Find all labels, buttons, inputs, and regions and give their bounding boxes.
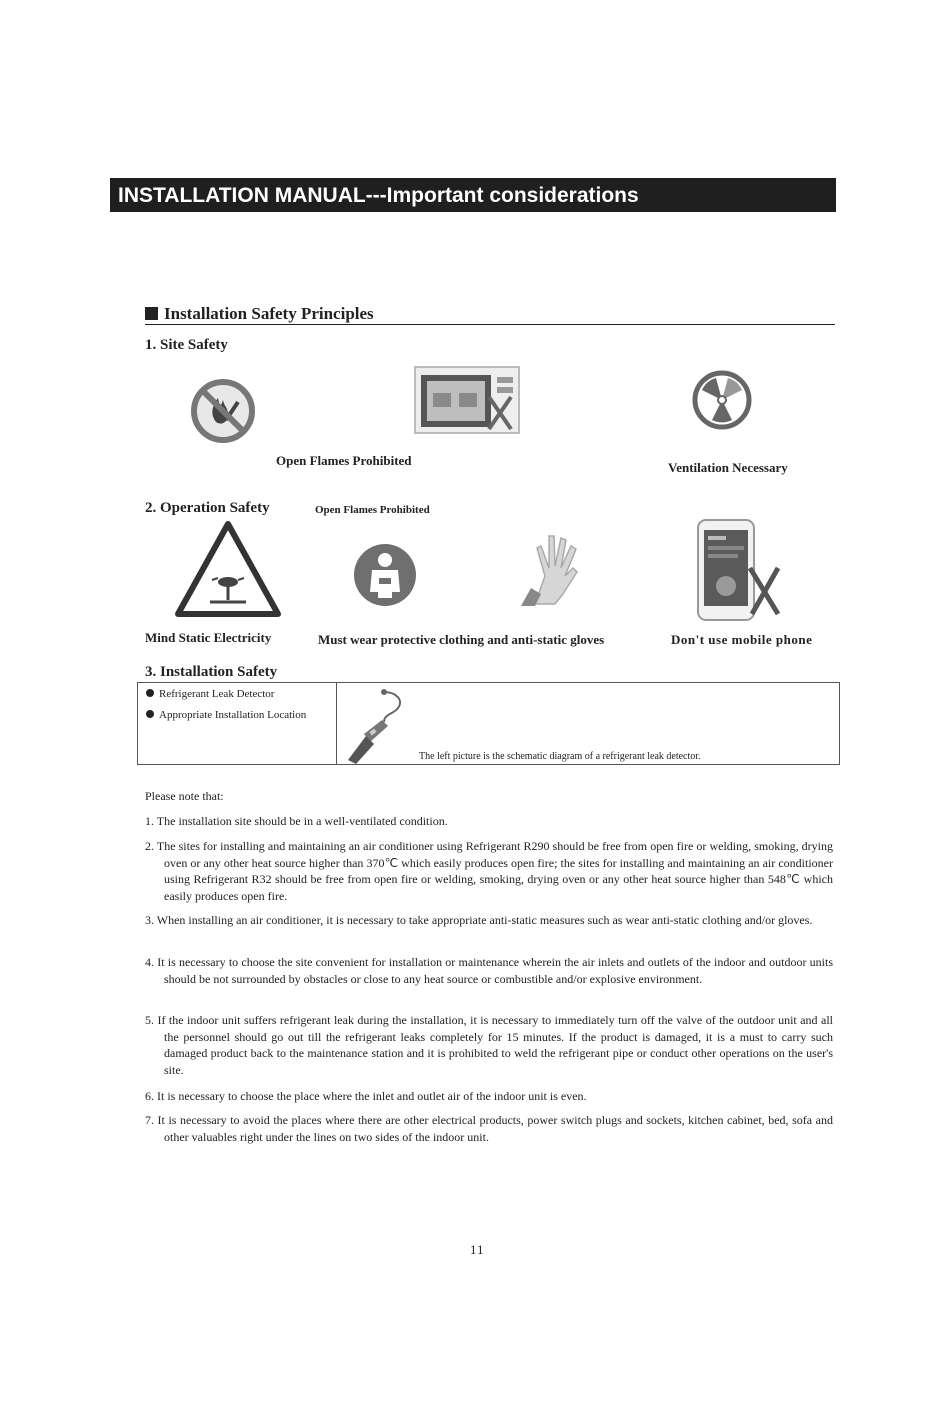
caption-open-flames: Open Flames Prohibited bbox=[276, 453, 412, 468]
list-item bbox=[146, 688, 274, 700]
installation-safety-heading: 3. Installation Safety bbox=[145, 664, 278, 680]
bullet-icon bbox=[146, 689, 154, 697]
section-heading bbox=[145, 304, 835, 325]
bullet-icon bbox=[146, 710, 154, 718]
caption-protective-clothing: Must wear protective clothing and anti-static gloves bbox=[318, 632, 605, 647]
note-item-5: 5. If the indoor unit suffers refrigerant leak during the installation, it is necessary to immediately turn off the valve of the outdoor unit and all the personnel should go out till the refrigerant leaks completely for 15 minutes. If the product is damaged, it is a must to carry such damaged product back to the maintenance station and it is prohibited to weld the refrigerant pipe or conduct other operations on the user's site. bbox=[145, 1013, 833, 1077]
table-divider bbox=[336, 683, 337, 764]
list-item-label: Refrigerant Leak Detector bbox=[159, 688, 275, 700]
note-item-7: 7. It is necessary to avoid the places where there are other electrical products, power switch plugs and sockets, kitchen cabinet, bed, sofa and other valuables right under the lines on two sides of the indoor unit. bbox=[145, 1113, 833, 1144]
note-item-4: 4. It is necessary to choose the site convenient for installation or maintenance wherein the air inlets and outlets of the indoor and outdoor units should be not surrounded by obstacles or close to any heat source or combustible and/or explosive environment. bbox=[145, 955, 833, 986]
leak-detector-caption: The left picture is the schematic diagram of a refrigerant leak detector. bbox=[419, 751, 701, 762]
operation-safety-heading: 2. Operation Safety bbox=[145, 500, 270, 516]
caption-static: Mind Static Electricity bbox=[145, 630, 272, 645]
leak-detector-icon bbox=[344, 686, 424, 764]
caption-mobile-phone: Don't use mobile phone bbox=[671, 632, 813, 647]
page-number: 11 bbox=[470, 1242, 485, 1257]
static-electricity-warning-icon bbox=[174, 520, 282, 620]
caption-open-flames-2: Open Flames Prohibited bbox=[315, 504, 430, 516]
list-item bbox=[146, 709, 306, 721]
site-safety-heading: 1. Site Safety bbox=[145, 337, 228, 353]
anti-static-gloves-icon bbox=[515, 528, 585, 608]
note-item-1: 1. The installation site should be in a well-ventilated condition. bbox=[145, 814, 448, 828]
caption-ventilation: Ventilation Necessary bbox=[668, 460, 788, 475]
protective-clothing-icon bbox=[352, 542, 418, 608]
page-title: INSTALLATION MANUAL---Important considerations bbox=[118, 184, 639, 207]
square-bullet-icon bbox=[145, 307, 158, 320]
no-oven-icon bbox=[413, 363, 521, 437]
note-item-2: 2. The sites for installing and maintaining an air conditioner using Refrigerant R290 should be free from open fire or welding, smoking, drying oven or any other heat source higher than 370℃ which easily produces open fire; the sites for installing and maintaining an air conditioner using Refrigerant R32 should be free from open fire or welding, smoking, drying oven or any other heat source higher than 548℃ which easily produces open fire. bbox=[145, 839, 833, 903]
note-item-3: 3. When installing an air conditioner, it is necessary to take appropriate anti-static measures such as wear anti-static clothing and/or gloves. bbox=[145, 913, 813, 927]
section-title: Installation Safety Principles bbox=[164, 304, 374, 323]
page-title-banner bbox=[110, 178, 836, 212]
no-mobile-phone-icon bbox=[694, 518, 784, 624]
installation-safety-table bbox=[137, 682, 840, 765]
no-open-flame-icon bbox=[190, 378, 256, 444]
note-item-6: 6. It is necessary to choose the place where the inlet and outlet air of the indoor unit is even. bbox=[145, 1089, 587, 1103]
list-item-label: Appropriate Installation Location bbox=[159, 709, 307, 721]
ventilation-fan-icon bbox=[692, 368, 752, 432]
notes-intro: Please note that: bbox=[145, 789, 224, 803]
